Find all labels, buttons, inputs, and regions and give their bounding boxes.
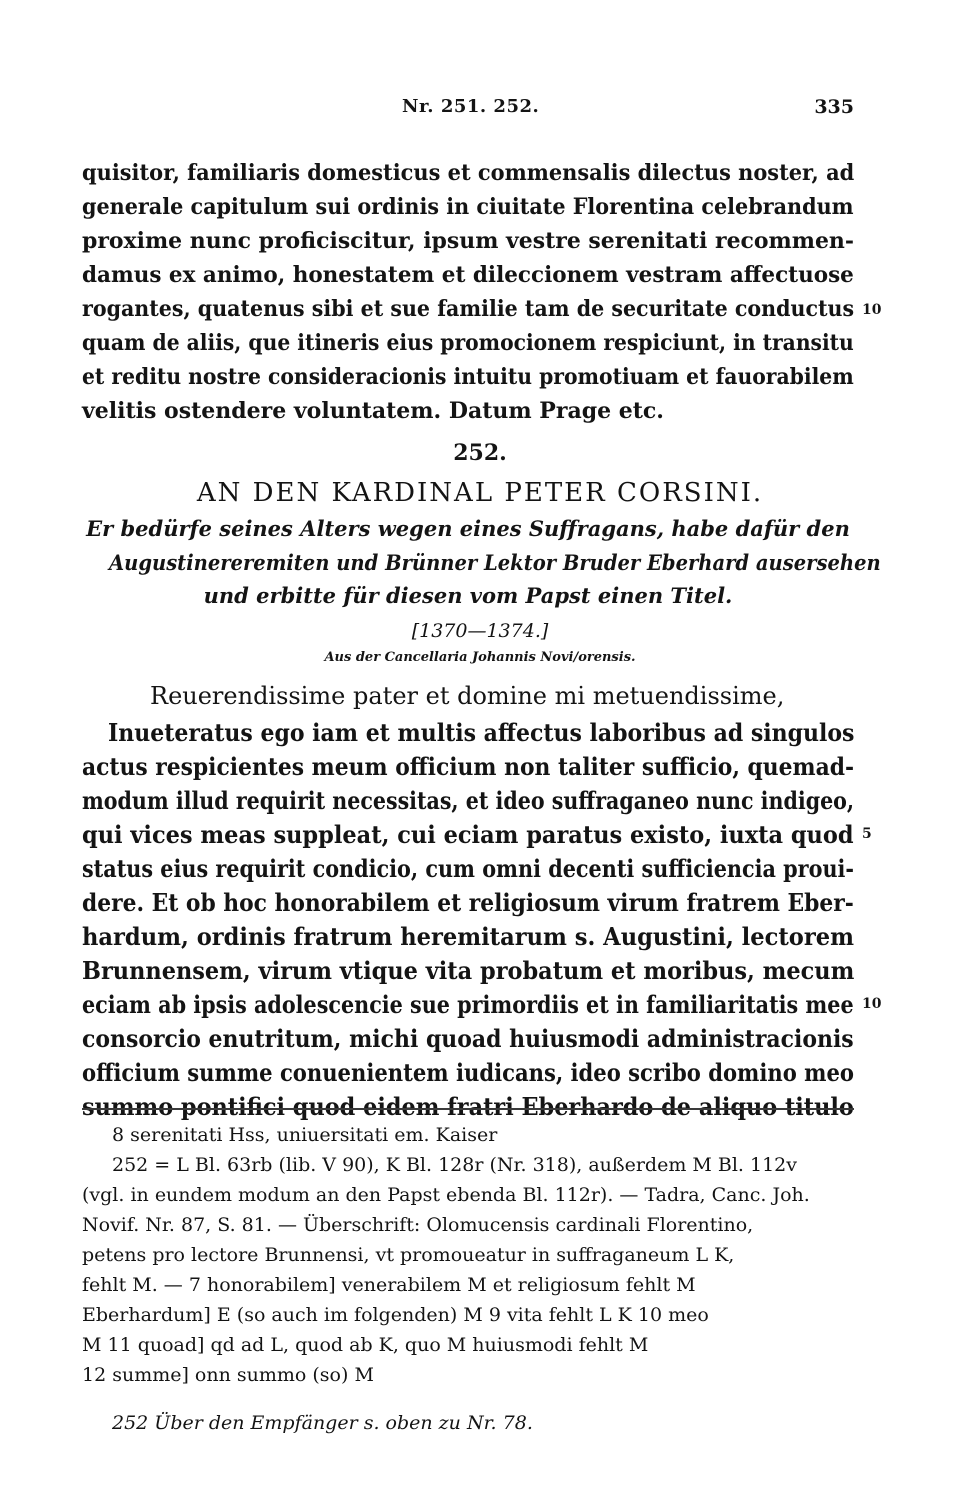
text-line: proxime nunc proficiscitur, ipsum vestre serenitati recommen- [82, 228, 854, 254]
text-line: officium summe conuenientem iudicans, ideo scribo domino meo [82, 1058, 854, 1087]
line-number: 10 [862, 302, 882, 318]
text-line: Brunnensem, virum vtique vita probatum et moribus, mecum [82, 956, 855, 985]
footnote-line: M 11 quoad] qd ad L, quod ab K, quo M huiusmodi fehlt M [82, 1334, 649, 1356]
text-line: quam de aliis, que itineris eius promocionem respiciunt, in transitu [82, 330, 854, 356]
text-line: consorcio enutritum, michi quoad huiusmodi administracionis [82, 1024, 854, 1053]
regest-line: und erbitte für diesen vom Papst einen Titel. [203, 583, 733, 608]
text-line: status eius requirit condicio, cum omni decenti sufficiencia proui- [82, 854, 855, 883]
text-line: actus respicientes meum officium non taliter sufficio, quemad- [82, 752, 855, 781]
text-line: damus ex animo, honestatem et dileccionem vestram affectuose [82, 262, 854, 288]
footnote-line: 8 serenitati Hss, uniuersitati em. Kaiser [112, 1124, 498, 1146]
footnote-line: petens pro lectore Brunnensi, vt promoueatur in suffraganeum L K, [82, 1244, 735, 1266]
salutation: Reuerendissime pater et domine mi metuendissime, [150, 682, 785, 710]
page-number: 335 [814, 96, 854, 118]
footnote-line: Eberhardum] E (so auch im folgenden) M 9 vita fehlt L K 10 meo [82, 1304, 709, 1326]
regest-line: Augustinereremiten und Brünner Lektor Bruder Eberhard ausersehen [108, 550, 881, 575]
line-number: 5 [862, 826, 872, 842]
text-line: qui vices meas suppleat, cui eciam paratus existo, iuxta quod [82, 820, 854, 849]
document-source: Aus der Cancellaria Johannis Novi/orensis. [324, 650, 636, 665]
page-header [82, 96, 854, 126]
text-line: Inueteratus ego iam et multis affectus laboribus ad singulos [108, 718, 855, 747]
document-date: [1370—1374.] [411, 620, 549, 642]
text-line: modum illud requirit necessitas, et ideo suffraganeo nunc indigeo, [82, 786, 855, 815]
regest-line: Er bedürfe seines Alters wegen eines Suffragans, habe dafür den [86, 516, 850, 541]
footnote-line: 12 summe] onn summo (so) M [82, 1364, 374, 1386]
text-line: velitis ostendere voluntatem. Datum Prage etc. [82, 398, 664, 424]
line-number: 10 [862, 996, 882, 1012]
text-line: generale capitulum sui ordinis in ciuitate Florentina celebrandum [82, 194, 854, 220]
text-line: quisitor, familiaris domesticus et commensalis dilectus noster, ad [82, 160, 855, 186]
text-line: rogantes, quatenus sibi et sue familie tam de securitate conductus [82, 296, 855, 322]
footnote-divider [82, 1108, 854, 1110]
text-line: hardum, ordinis fratrum heremitarum s. Augustini, lectorem [82, 922, 854, 951]
footnote-line: Novif. Nr. 87, S. 81. — Überschrift: Olomucensis cardinali Florentino, [82, 1214, 754, 1236]
footnote-line: (vgl. in eundem modum an den Papst ebenda Bl. 112r). — Tadra, Canc. Joh. [82, 1184, 810, 1206]
document-title: AN DEN KARDINAL PETER CORSINI. [196, 478, 764, 508]
text-line: et reditu nostre consideracionis intuitu promotiuam et fauorabilem [82, 364, 854, 390]
text-line: summo pontifici quod eidem fratri Eberhardo de aliquo titulo [82, 1092, 854, 1121]
footnote-line: 252 = L Bl. 63rb (lib. V 90), K Bl. 128r (Nr. 318), außerdem M Bl. 112v [112, 1154, 798, 1176]
text-line: dere. Et ob hoc honorabilem et religiosum virum fratrem Eber- [82, 888, 854, 917]
document-number: 252. [453, 440, 507, 466]
reference-note: 252 Über den Empfänger s. oben zu Nr. 78. [112, 1412, 533, 1434]
running-title: Nr. 251. 252. [402, 96, 540, 117]
text-line: eciam ab ipsis adolescencie sue primordiis et in familiaritatis mee [82, 990, 854, 1019]
footnote-line: fehlt M. — 7 honorabilem] venerabilem M et religiosum fehlt M [82, 1274, 696, 1296]
